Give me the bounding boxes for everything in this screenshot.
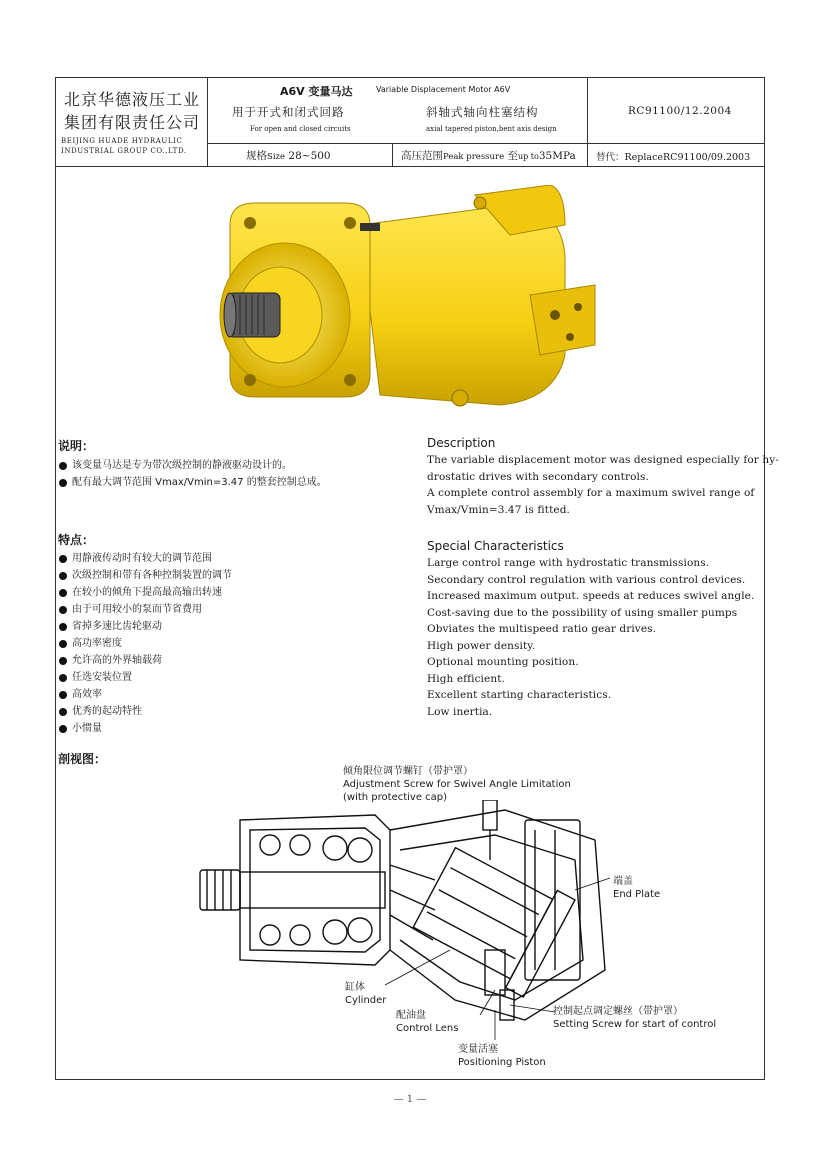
characteristics-en <box>427 539 754 720</box>
list-item: 配有最大调节范围 Vmax/Vmin=3.47 的整套控制总成。 <box>58 474 327 491</box>
characteristics-cn <box>58 531 232 737</box>
description-en-text: The variable displacement motor was designed especially for hy- drostatic drives with secondary controls. A complete control assembly for a maximum swivel range of Vmax/Vmin=3.47 is fitted. <box>427 454 779 516</box>
description-cn-heading: 说明： <box>58 439 95 453</box>
section-drawing <box>195 800 615 1040</box>
company-cell <box>56 78 208 166</box>
pressure-cell <box>393 144 588 166</box>
list-item: 省掉多速比齿轮驱动 <box>58 618 232 635</box>
page-number: — 1 — <box>393 1094 427 1105</box>
list-item: 小惯量 <box>58 720 232 737</box>
company-name-en: BEIJING HUADE HYDRAULIC INDUSTRIAL GROUP CO.,LTD. <box>61 137 187 155</box>
use-en: For open and closed circuits <box>250 125 351 133</box>
callout-control-lens: 配油盘 Control Lens <box>396 1010 459 1034</box>
callout-setting-screw: 控制起点调定螺丝（带护罩） Setting Screw for start of control <box>553 1006 717 1030</box>
list-item: 在较小的倾角下提高最高输出转速 <box>58 584 232 601</box>
characteristics-cn-heading: 特点： <box>58 533 95 547</box>
structure-en: axial tapered piston,bent axis design <box>426 125 557 133</box>
description-cn <box>58 437 327 491</box>
list-item: 高功率密度 <box>58 635 232 652</box>
list-item: 任选安装位置 <box>58 669 232 686</box>
characteristics-en-heading: Special Characteristics <box>427 539 564 553</box>
description-en-heading: Description <box>427 436 496 450</box>
list-item: 由于可用较小的泵而节省费用 <box>58 601 232 618</box>
product-title-cn: A6V 变量马达 <box>280 85 353 98</box>
structure-cn: 斜轴式轴向柱塞结构 <box>426 105 539 119</box>
callout-positioning-piston: 变量活塞 Positioning Piston <box>458 1044 546 1068</box>
callout-end-plate: 端盖 End Plate <box>613 876 661 900</box>
replace-label: 替代：ReplaceRC91100/09.2003 <box>596 152 751 163</box>
motor-photo <box>210 185 600 420</box>
header-table <box>56 78 764 167</box>
characteristics-cn-list <box>58 550 232 737</box>
list-item: 优秀的起动特性 <box>58 703 232 720</box>
size-cell <box>208 144 393 166</box>
list-item: 次级控制和带有各种控制装置的调节 <box>58 567 232 584</box>
description-en <box>427 436 779 518</box>
characteristics-en-text: Large control range with hydrostatic transmissions. Secondary control regulation with various control devices. Increased maximum output. speeds at reduces swivel angle. Cost-saving due to the possibility of using smaller pumps Obviates the multispeed ratio gear drives. High power density. Optional mounting position. High efficient. Excellent starting characteristics. Low inertia. <box>427 557 755 718</box>
replace-cell <box>588 144 764 166</box>
list-item: 用静液传动时有较大的调节范围 <box>58 550 232 567</box>
use-cn: 用于开式和闭式回路 <box>232 105 345 119</box>
product-title-en: Variable Displacement Motor A6V <box>376 85 511 94</box>
description-cn-list <box>58 457 327 491</box>
list-item: 允许高的外界轴载荷 <box>58 652 232 669</box>
size-label: 规格Size 28~500 <box>246 150 331 162</box>
company-name-cn: 北京华德液压工业 集团有限责任公司 <box>64 90 201 132</box>
doc-number: RC91100/12.2004 <box>628 105 732 117</box>
product-cell <box>208 78 588 144</box>
doc-number-cell <box>588 78 764 144</box>
list-item: 该变量马达是专为带次级控制的静液驱动设计的。 <box>58 457 327 474</box>
pressure-label: 高压范围Peak pressure 至up to35MPa <box>401 150 576 162</box>
callout-cylinder: 缸体 Cylinder <box>345 982 387 1006</box>
callout-adjustment-screw: 倾角限位调节螺钉（带护罩） Adjustment Screw for Swivel Angle Limitation (with protective cap) <box>343 766 571 803</box>
section-view-heading: 剖视图： <box>58 752 107 766</box>
list-item: 高效率 <box>58 686 232 703</box>
